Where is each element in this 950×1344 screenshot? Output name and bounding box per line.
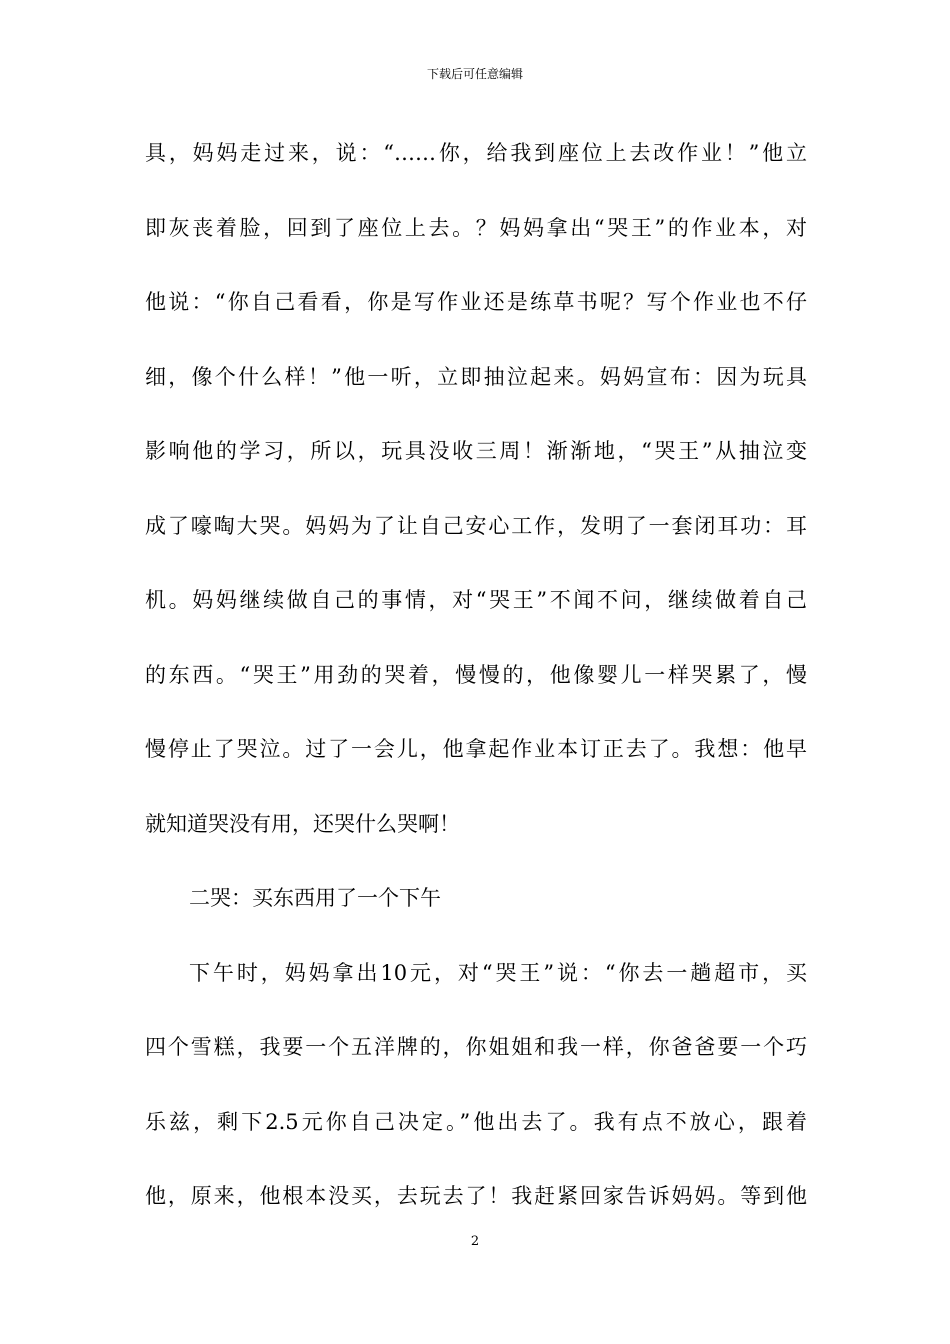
text-line: 下午时，妈妈拿出10元，对“哭王”说：“你去一趟超市，买: [189, 960, 807, 985]
text-line: 的东西。“哭王”用劲的哭着，慢慢的，他像婴儿一样哭累了，慢: [145, 662, 807, 687]
text-line: 即灰丧着脸，回到了座位上去。？妈妈拿出“哭王”的作业本，对: [145, 215, 807, 240]
text-line: 慢停止了哭泣。过了一会儿，他拿起作业本订正去了。我想：他早: [145, 737, 807, 761]
text-line: 具，妈妈走过来，说：“……你，给我到座位上去改作业！”他立: [145, 141, 807, 165]
document-body: [145, 116, 807, 1234]
text-line: 他，原来，他根本没买，去玩去了！我赶紧回家告诉妈妈。等到他: [145, 1184, 807, 1208]
text-line: 四个雪糕，我要一个五洋牌的，你姐姐和我一样，你爸爸要一个巧: [145, 1035, 807, 1059]
text-line: 成了嚎啕大哭。妈妈为了让自己安心工作，发明了一套闭耳功：耳: [145, 513, 807, 538]
text-line: 乐兹，剩下2.5元你自己决定。”他出去了。我有点不放心，跟着: [145, 1109, 807, 1134]
text-line: 影响他的学习，所以，玩具没收三周！渐渐地，“哭王”从抽泣变: [145, 439, 807, 463]
text-line: 细，像个什么样！”他一听，立即抽泣起来。妈妈宣布：因为玩具: [145, 364, 807, 389]
text-line: 他说：“你自己看看，你是写作业还是练草书呢？写个作业也不仔: [145, 290, 807, 314]
text-line: 机。妈妈继续做自己的事情，对“哭王”不闻不问，继续做着自己: [145, 588, 807, 612]
page-number: 2: [470, 1234, 480, 1249]
text-line: 就知道哭没有用，还哭什么哭啊！: [145, 811, 460, 836]
section-heading: 二哭：买东西用了一个下午: [189, 886, 441, 910]
page-header: 下载后可任意编辑: [426, 67, 523, 81]
